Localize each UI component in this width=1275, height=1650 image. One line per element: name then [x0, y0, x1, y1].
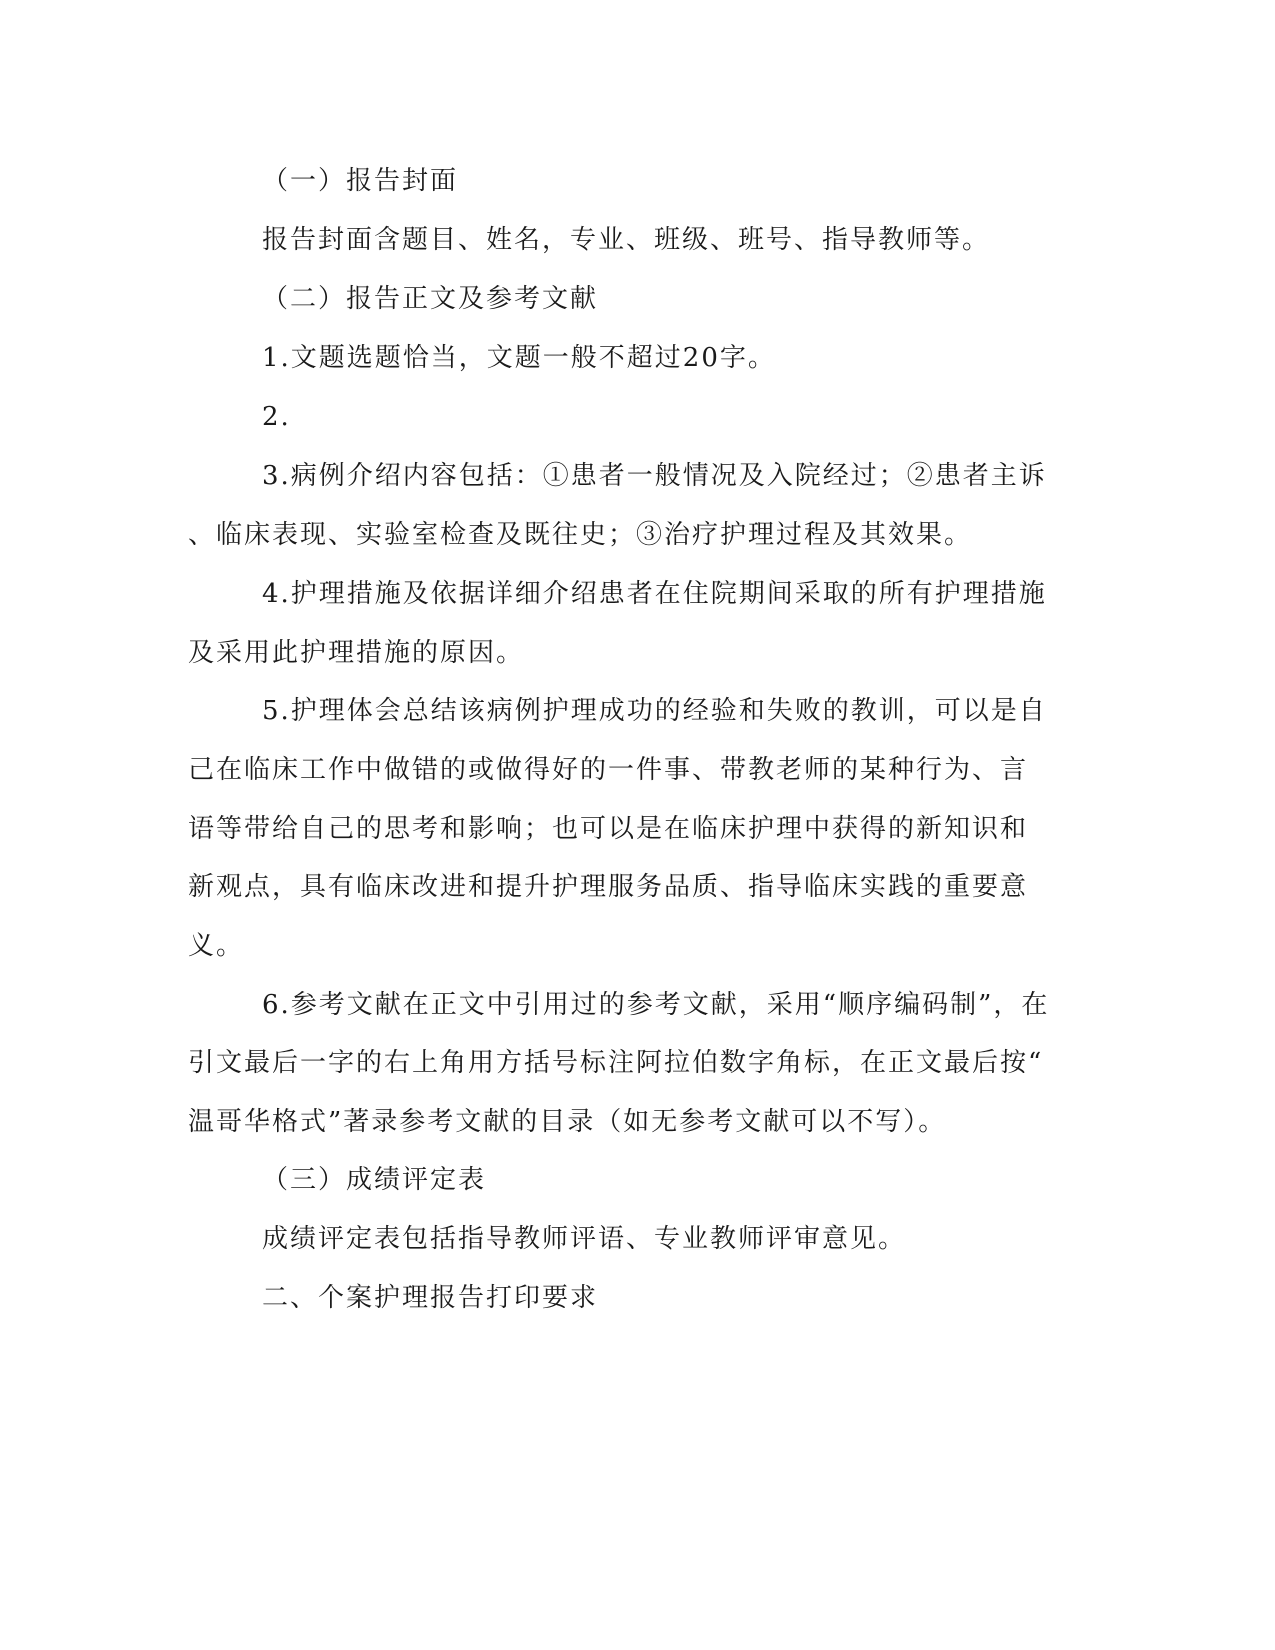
item-4-line-1: 4.护理措施及依据详细介绍患者在住院期间采取的所有护理措施 [262, 579, 1047, 609]
section-body-heading: （二）报告正文及参考文献 [262, 284, 599, 314]
item-6-line-1: 6.参考文献在正文中引用过的参考文献，采用“顺序编码制”，在 [262, 990, 1050, 1020]
item-5-line-3: 语等带给自己的思考和影响；也可以是在临床护理中获得的新知识和 [188, 814, 1029, 844]
section-print-heading: 二、个案护理报告打印要求 [262, 1283, 599, 1313]
item-3-line-2: 、临床表现、实验室检查及既往史；③治疗护理过程及其效果。 [188, 520, 973, 550]
item-5-line-4: 新观点，具有临床改进和提升护理服务品质、指导临床实践的重要意 [188, 872, 1029, 902]
item-6-line-2: 引文最后一字的右上角用方括号标注阿拉伯数字角标，在正文最后按“ [188, 1048, 1044, 1078]
section-cover-text: 报告封面含题目、姓名，专业、班级、班号、指导教师等。 [262, 225, 991, 255]
item-6-line-3: 温哥华格式”著录参考文献的目录（如无参考文献可以不写）。 [188, 1107, 947, 1137]
item-4-line-2: 及采用此护理措施的原因。 [188, 638, 525, 668]
item-5-line-1: 5.护理体会总结该病例护理成功的经验和失败的教训，可以是自 [262, 696, 1047, 726]
item-1-text: 1.文题选题恰当，文题一般不超过20字。 [262, 343, 776, 373]
item-5-line-2: 己在临床工作中做错的或做得好的一件事、带教老师的某种行为、言 [188, 755, 1029, 785]
section-cover-heading: （一）报告封面 [262, 166, 459, 196]
item-3-line-1: 3.病例介绍内容包括：①患者一般情况及入院经过；②患者主诉 [262, 461, 1047, 491]
section-grade-heading: （三）成绩评定表 [262, 1165, 487, 1195]
item-2-text: 2. [262, 402, 291, 432]
section-grade-text: 成绩评定表包括指导教师评语、专业教师评审意见。 [262, 1224, 907, 1254]
item-5-line-5: 义。 [188, 931, 245, 961]
